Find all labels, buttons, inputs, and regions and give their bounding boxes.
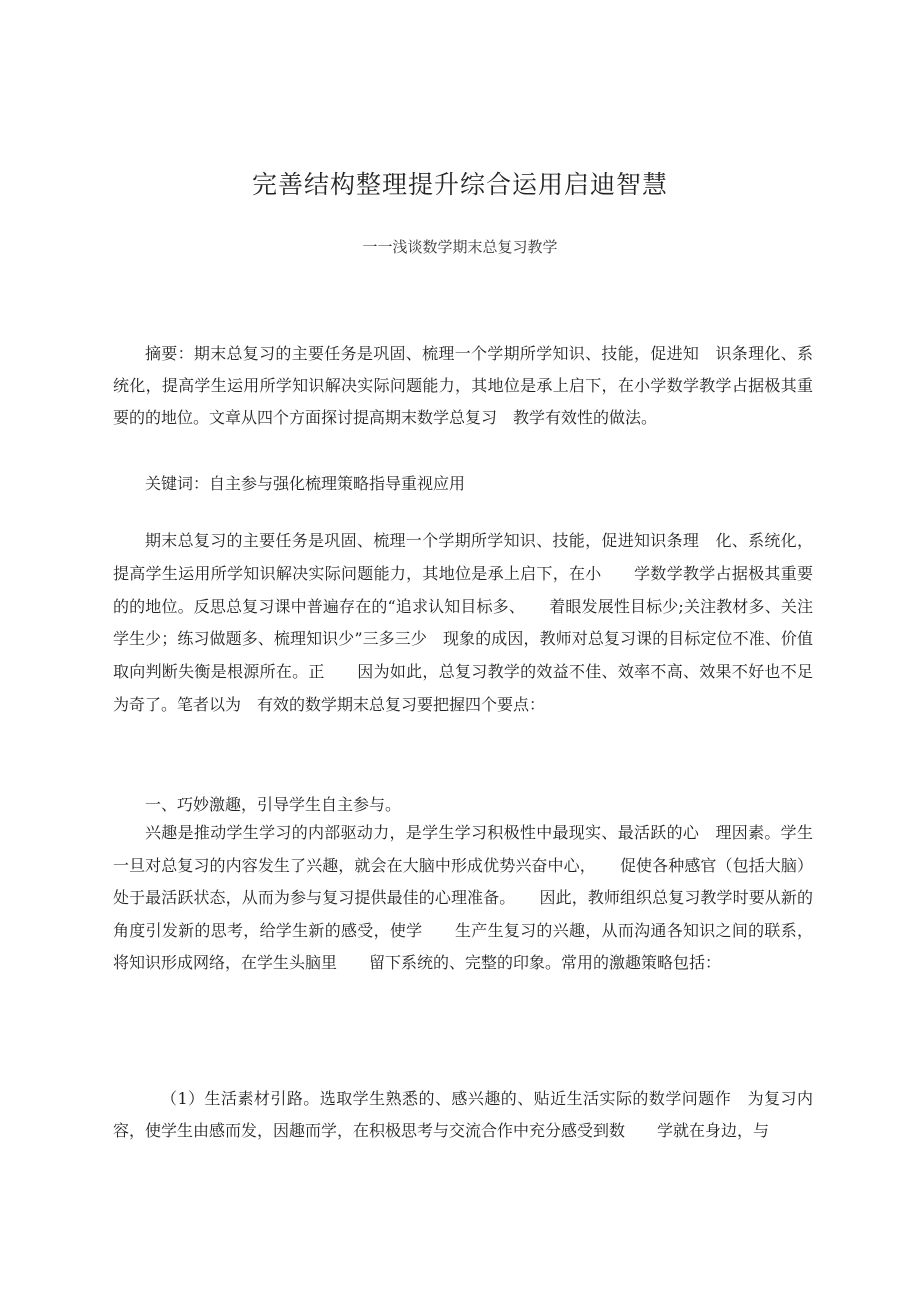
intro-paragraph: 期末总复习的主要任务是巩固、梳理一个学期所学知识、技能，促进知识条理 化、系统化，提高学生运用所学知识解决实际问题能力，其地位是承上启下，在小 学数学教学占据极其重要的的地位。反思总复习课中普遍存在的“追求认知目标多、 着眼发展性目标少;关注教材多、关注学生少；练习做题多、梳理知识少”三多三少 现象的成因，教师对总复习课的目标定位不准、价值取向判断失衡是根源所在。正 因为如此，总复习教学的效益不佳、效率不高、效果不好也不足为奇了。笔者以为 有效的数学期末总复习要把握四个要点： [113, 531, 813, 714]
abstract-label: 摘要： [145, 344, 194, 363]
interest-paragraph: 兴趣是推动学生学习的内部驱动力，是学生学习积极性中最现实、最活跃的心 理因素。学生一旦对总复习的内容发生了兴趣，就会在大脑中形成优势兴奋中心， 促使各种感官（包括大脑）处于最活跃状态，从而为参与复习提供最佳的心理准备。 因此，教师组织总复习教学时要从新的角度引发新的思考，给学生新的感受，使学 生产生复习的兴趣，从而沟通各知识之间的联系，将知识形成网络，在学生头脑里 留下系统的、完整的印象。常用的激趣策略包括： [113, 823, 813, 972]
keywords-label: 关键词： [145, 474, 210, 493]
section-heading-1: 一、巧妙激趣，引导学生自主参与。 [145, 795, 402, 814]
document-subtitle: 一一浅谈数学期末总复习教学 [362, 238, 558, 256]
keywords-text: 自主参与强化梳理策略指导重视应用 [209, 474, 466, 493]
abstract-paragraph [113, 338, 813, 434]
document-title: 完善结构整理提升综合运用启迪智慧 [251, 170, 668, 199]
abstract-text: 期末总复习的主要任务是巩固、梳理一个学期所学知识、技能，促进知 识条理化、系统化，提高学生运用所学知识解决实际问题能力，其地位是承上启下，在小学数学教学占据极其重要的的地位。文章从四个方面探讨提高期末数学总复习 教学有效性的做法。 [113, 344, 813, 427]
keywords-paragraph [113, 468, 813, 500]
list-item-1: （1）生活素材引路。选取学生熟悉的、感兴趣的、贴近生活实际的数学问题作 为复习内容，使学生由感而发，因趣而学，在积极思考与交流合作中充分感受到数 学就在身边，与 [113, 1089, 813, 1140]
